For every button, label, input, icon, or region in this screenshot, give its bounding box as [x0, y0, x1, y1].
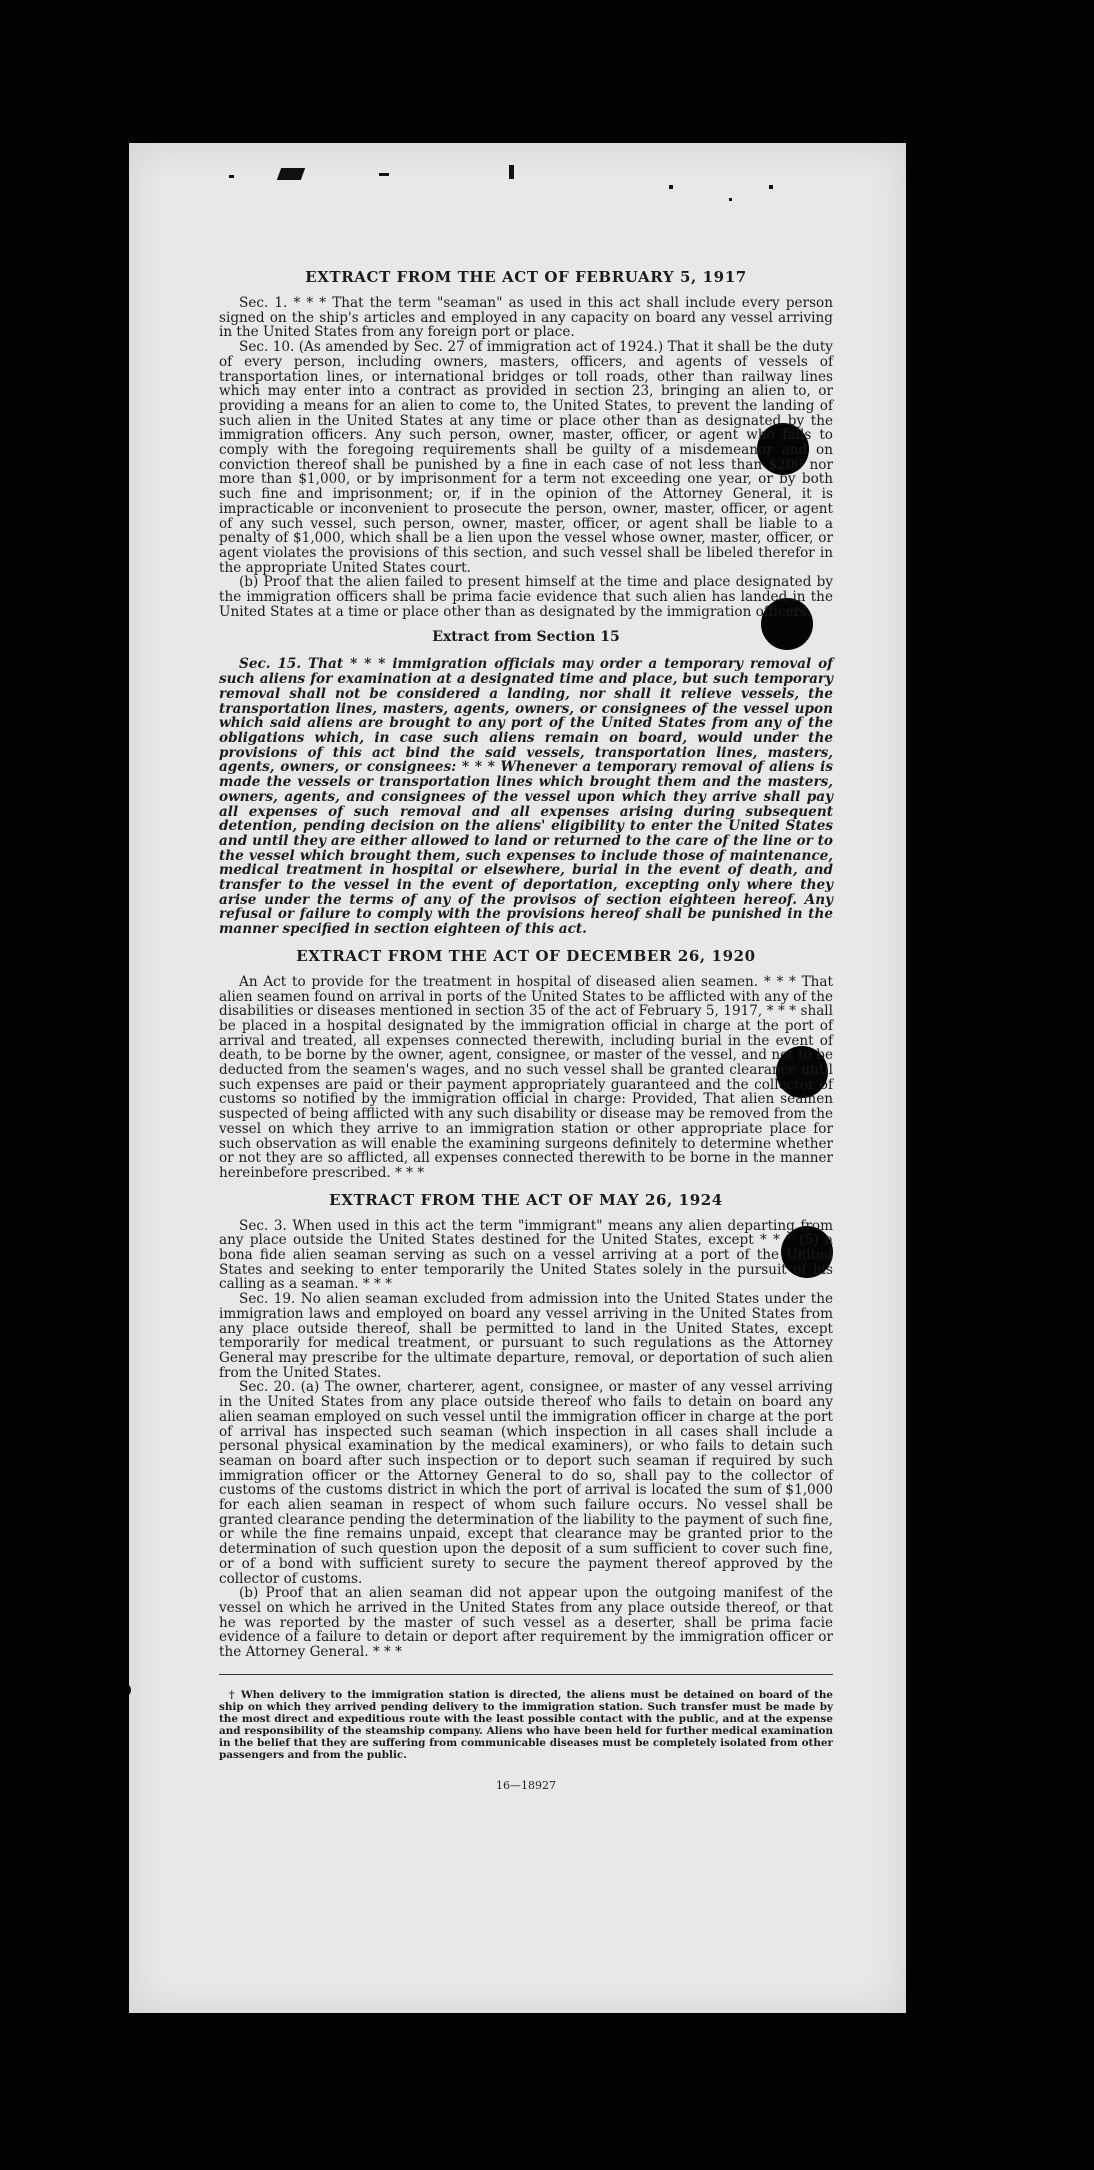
paragraph-sec-20-a: Sec. 20. (a) The owner, charterer, agent, consignee, or master of any vessel arriving in the United States from any place outside thereof who fails to detain on board any alien seaman employed on such vessel until the immigration officer in charge at the port of arrival has inspected such seaman (which inspection in all cases shall include a personal physical examination by the medical examiners), or who fails to detain such seaman on board after such inspection or to deport such seaman if required by such immigration officer or the Attorney General to do so, shall pay to the collector of customs of the customs district in which the port of arrival is located the sum of $1,000 for each alien seaman in respect of whom such failure occurs. No vessel shall be granted clearance pending the determination of the liability to the payment of such fine, or while the fine remains unpaid, except that clearance may be granted prior to the determination of such question upon the deposit of a sum sufficient to cover such fine, or of a bond with sufficient surety to secure the payment thereof approved by the collector of customs.	[219, 1379, 833, 1587]
scan-artifact	[277, 168, 305, 180]
paragraph-sec-20-b: (b) Proof that an alien seaman did not appear upon the outgoing manifest of the vessel on which he arrived in the United States from any place outside thereof, or that he was reported by the master of such vessel as a deserter, shall be prima facie evidence of a failure to detain or deport after requirement by the immigration officer or the Attorney General. * * *	[219, 1585, 833, 1661]
document-body	[219, 268, 833, 1792]
paragraph-sec-3: Sec. 3. When used in this act the term "immigrant" means any alien departing from any place outside the United States destined for the United States, except * * * (5) a bona fide alien seaman serving as such on a vessel arriving at a port of the United States and seeking to enter temporarily the United States solely in the pursuit of his calling as a seaman. * * *	[219, 1217, 833, 1293]
paragraph-sec-19: Sec. 19. No alien seaman excluded from admission into the United States under the immigration laws and employed on board any vessel arriving in the United States from any place outside thereof, shall be permitted to land in the United States, except temporarily for medical treatment, or pursuant to such regulations as the Attorney General may prescribe for the ultimate departure, removal, or deportation of such alien from the United States.	[219, 1291, 833, 1381]
paragraph-act-1920: An Act to provide for the treatment in hospital of diseased alien seamen. * * * That alien seamen found on arrival in ports of the United States to be afflicted with any of the disabilities or diseases mentioned in section 35 of the act of February 5, 1917, * * * shall be placed in a hospital designated by the immigration official in charge at the port of arrival and treated, all expenses connected therewith, including burial in the event of death, to be borne by the owner, agent, consignee, or master of the vessel, and not to be deducted from the seamen's wages, and no such vessel shall be granted clearance until such expenses are paid or their payment appropriately guaranteed and the collector of customs so notified by the immigration official in charge: Provided, That alien seamen suspected of being afflicted with any such disability or disease may be removed from the vessel on which they arrive to an immigration station or other appropriate place for such observation as will enable the examining surgeons definitely to determine whether or not they are so afflicted, all expenses connected therewith to be borne in the manner hereinbefore prescribed. * * *	[219, 973, 833, 1181]
scan-artifact	[729, 198, 732, 201]
paragraph-sec-1: Sec. 1. * * * That the term "seaman" as used in this act shall include every person signed on the ship's articles and employed in any capacity on board any vessel arriving in the United States from any foreign port or place.	[219, 295, 833, 341]
scan-artifact	[509, 165, 514, 179]
heading-section-15: Extract from Section 15	[432, 629, 620, 646]
paper-sheet	[129, 143, 906, 2013]
scan-artifact	[129, 1683, 131, 1697]
paragraph-sec-10-b: (b) Proof that the alien failed to present himself at the time and place designated by the immigration officers shall be prima facie evidence that such alien has landed in the United States at a time or place other than as designated by the immigration officers.	[219, 574, 833, 620]
scan-artifact	[669, 185, 673, 189]
footnote-divider	[219, 1674, 833, 1675]
scan-artifact	[769, 185, 773, 189]
paragraph-sec-10: Sec. 10. (As amended by Sec. 27 of immigration act of 1924.) That it shall be the duty of every person, including owners, masters, officers, and agents of vessels of transportation lines, or international bridges or toll roads, other than railway lines which may enter into a contract as provided in section 23, bringing an alien to, or providing a means for an alien to come to, the United States, to prevent the landing of such alien in the United States at any time or place other than as designated by the immigration officers. Any such person, owner, master, officer, or agent who fails to comply with the foregoing requirements shall be guilty of a misdemeanor and on conviction thereof shall be punished by a fine in each case of not less than $200 nor more than $1,000, or by imprisonment for a term not exceeding one year, or by both such fine and imprisonment; or, if in the opinion of the Attorney General, it is impracticable or inconvenient to prosecute the person, owner, master, officer, or agent of any such vessel, such person, owner, master, officer, or agent shall be liable to a penalty of $1,000, which shall be a lien upon the vessel whose owner, master, officer, or agent violates the provisions of this section, and such vessel shall be libeled therefor in the appropriate United States court.	[219, 339, 833, 576]
footnote: † When delivery to the immigration station is directed, the aliens must be detained on board of the ship on which they arrived pending delivery to the immigration station. Such transfer must be made by the most direct and expeditious route with the least possible contact with the public, and at the expense and responsibility of the steamship company. Aliens who have been held for further medical examination in the belief that they are suffering from communicable diseases must be completely isolated from other passengers and from the public.	[219, 1688, 833, 1761]
scan-artifact	[379, 173, 389, 176]
heading-act-1924: EXTRACT FROM THE ACT OF MAY 26, 1924	[329, 1190, 723, 1209]
paragraph-sec-15: Sec. 15. That * * * immigration officials may order a temporary removal of such aliens for examination at a designated time and place, but such temporary removal shall not be considered a landing, nor shall it relieve vessels, the transportation lines, masters, agents, owners, or consignees of the vessel upon which said aliens are brought to any port of the United States from any of the obligations which, in case such aliens remain on board, would under the provisions of this act bind the said vessels, transportation lines, masters, agents, owners, or consignees: * * * Whenever a temporary removal of aliens is made the vessels or transportation lines which brought them and the masters, owners, agents, and consignees of the vessel upon which they arrive shall pay all expenses of such removal and all expenses arising during subsequent detention, pending decision on the aliens' eligibility to enter the United States and until they are either allowed to land or returned to the care of the line or to the vessel which brought them, such expenses to include those of maintenance, medical treatment in hospital or elsewhere, burial in the event of death, and transfer to the vessel in the event of deportation, excepting only where they arise under the terms of any of the provisos of section eighteen hereof. Any refusal or failure to comply with the provisions hereof shall be punished in the manner specified in section eighteen of this act.	[219, 656, 833, 938]
heading-act-1920: EXTRACT FROM THE ACT OF DECEMBER 26, 1920	[296, 946, 756, 965]
scan-artifact	[229, 175, 234, 178]
heading-act-1917: EXTRACT FROM THE ACT OF FEBRUARY 5, 1917	[305, 268, 747, 286]
form-number: 16—18927	[496, 1778, 556, 1792]
